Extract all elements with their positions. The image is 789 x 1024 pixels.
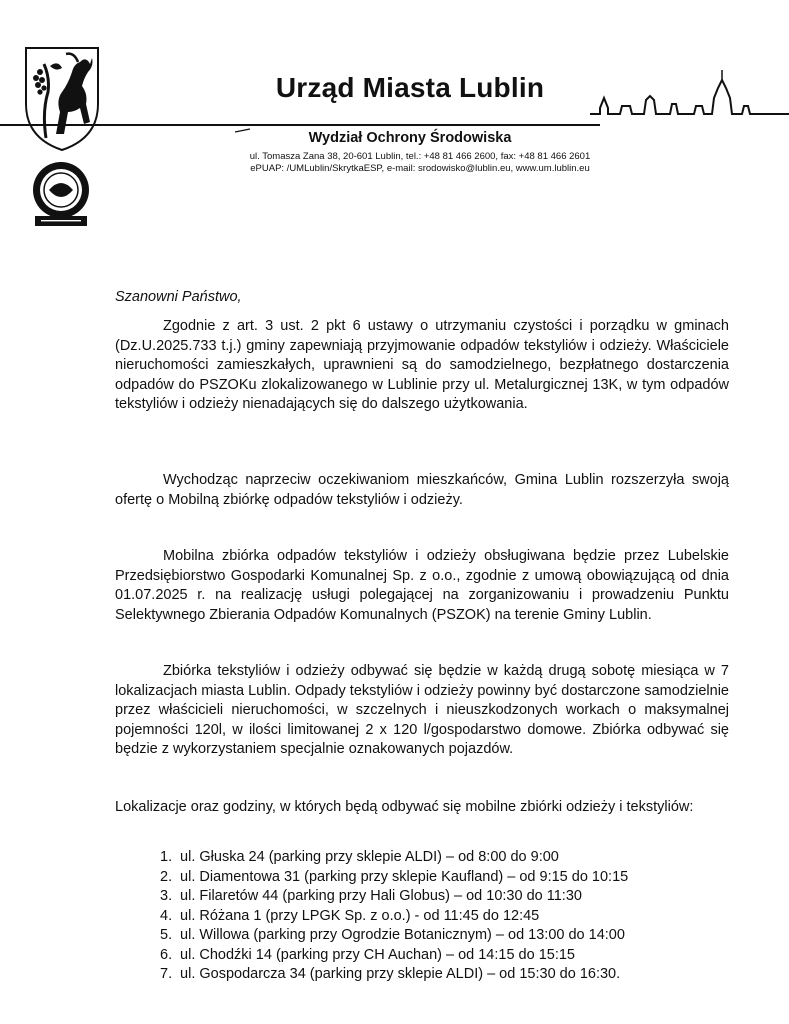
department-name: Wydział Ochrony Środowiska	[308, 130, 512, 146]
list-item-text: ul. Chodźki 14 (parking przy CH Auchan) – od 14:15 do 15:15	[180, 946, 575, 963]
list-item-number: 7.	[160, 966, 173, 982]
office-title: Urząd Miasta Lublin	[275, 72, 545, 103]
paragraph-collection-rules: Zbiórka tekstyliów i odzieży odbywać się będzie w każdą drugą sobotę miesiąca w 7 lokalizacjach miasta Lublin. Odpady tekstyliów i odzieży powinny być dostarczone samodzielnie przez właścicieli nieruchomości, w szczelnych i nieuszkodzonych workach o maksymalnej pojemności 120l, w ilości limitowanej 2 x 120 l/gospodarstwo domowe. Zbiórka odbywać się będzie z wykorzystaniem specjalnie oznakowanych pojazdów.	[115, 663, 729, 757]
list-item-number: 6.	[160, 946, 173, 963]
list-item	[160, 848, 628, 868]
list-item-number: 5.	[160, 927, 173, 943]
list-item-number: 1.	[160, 849, 173, 865]
list-item-text: ul. Filaretów 44 (parking przy Hali Globus) – od 10:30 do 11:30	[180, 888, 582, 904]
list-item	[160, 907, 628, 927]
paragraph-locations-intro: Lokalizacje oraz godziny, w których będą odbywać się mobilne zbiórki odzieży i tekstyliów:	[115, 799, 694, 815]
list-item	[160, 868, 628, 888]
address-line: ul. Tomasza Zana 38, 20-601 Lublin, tel.: +48 81 466 2600, fax: +48 81 466 2601	[249, 151, 591, 162]
list-item-text: ul. Diamentowa 31 (parking przy sklepie Kaufland) – od 9:15 do 10:15	[180, 868, 629, 885]
lublin-coat-of-arms-icon	[20, 42, 104, 154]
list-item	[160, 887, 628, 907]
contact-line: ePUAP: /UMLublin/SkrytkaESP, e-mail: srodowisko@lublin.eu, www.um.lublin.eu	[250, 163, 590, 174]
quality-system-badge-icon	[27, 158, 95, 230]
list-item-text: ul. Różana 1 (przy LPGK Sp. z o.o.) - od 11:45 do 12:45	[180, 907, 540, 924]
lublin-skyline-icon	[590, 68, 789, 128]
list-item-text: ul. Gospodarcza 34 (parking przy sklepie ALDI) – od 15:30 do 16:30.	[180, 966, 621, 982]
list-item-number: 2.	[160, 868, 173, 885]
list-item-text: ul. Głuska 24 (parking przy sklepie ALDI) – od 8:00 do 9:00	[180, 849, 559, 865]
list-item	[160, 965, 628, 985]
letter-greeting: Szanowni Państwo,	[115, 289, 242, 305]
list-item-text: ul. Willowa (parking przy Ogrodzie Botanicznym) – od 13:00 do 14:00	[180, 927, 625, 943]
list-item-number: 4.	[160, 907, 173, 924]
list-item-number: 3.	[160, 888, 173, 904]
list-item	[160, 926, 628, 946]
list-item	[160, 946, 628, 966]
paragraph-offer-extension: Wychodząc naprzeciw oczekiwaniom mieszkańców, Gmina Lublin rozszerzyła swoją ofertę o Mobilną zbiórkę odpadów tekstyliów i odzieży.	[115, 472, 729, 508]
paragraph-legal-basis: Zgodnie z art. 3 ust. 2 pkt 6 ustawy o utrzymaniu czystości i porządku w gminach (Dz.U.2025.733 t.j.) gminy zapewniają przyjmowanie odpadów tekstyliów i odzieży. Właściciele nieruchomości zamieszkałych, uprawnieni są do samodzielnego, bezpłatnego dostarczenia odpadów do PSZOKu zlokalizowanego w Lublinie przy ul. Metalurgicznej 13K, w tym odpadów tekstyliów i odzieży nienadających się do dalszego użytkowania.	[115, 318, 729, 412]
paragraph-operator: Mobilna zbiórka odpadów tekstyliów i odzieży obsługiwana będzie przez Lubelskie Przedsiębiorstwo Gospodarki Komunalnej Sp. z o.o., zgodnie z umową obowiązującą od dnia 01.07.2025 r. na realizację usługi polegającej na zorganizowaniu i prowadzeniu Punktu Selektywnego Zbierania Odpadów Komunalnych (PSZOK) na terenie Gminy Lublin.	[115, 548, 729, 623]
locations-list	[160, 848, 628, 985]
